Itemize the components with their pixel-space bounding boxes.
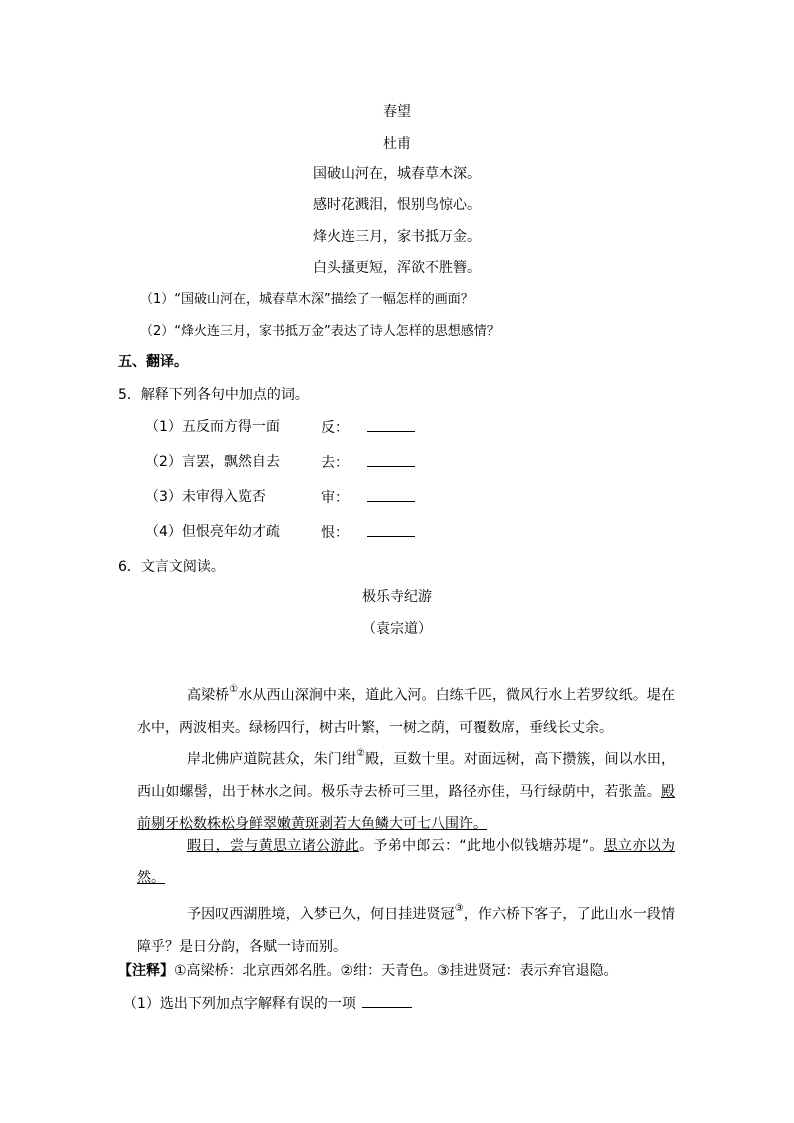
vocab-item-3 — [145, 487, 266, 507]
vocab-answer-4 — [321, 522, 415, 543]
question-6-title: 6．文言文阅读。 — [118, 559, 225, 575]
p4-text-a: 予因叹西湖胜境，入梦已久，何日挂进贤冠 — [187, 906, 455, 923]
vocab-sentence: （4）但恨亮年幼才疏 — [145, 524, 280, 540]
poem-line-2: 感时花溅泪，恨别鸟惊心。 — [313, 197, 481, 213]
answer-blank[interactable] — [367, 452, 415, 467]
essay-paragraph-4 — [137, 895, 675, 963]
vocab-word: 反： — [321, 420, 349, 436]
vocab-item-4 — [145, 522, 280, 542]
vocab-word: 审： — [321, 490, 349, 506]
poem-question-1: （1）“国破山河在，城春草木深”描绘了一幅怎样的画面？ — [140, 292, 474, 307]
essay-paragraph-2 — [137, 740, 675, 840]
answer-blank[interactable] — [367, 417, 415, 432]
sub-question-1 — [123, 993, 412, 1014]
vocab-item-1 — [145, 417, 280, 437]
vocab-item-2 — [145, 452, 280, 472]
footnote-mark: ③ — [454, 903, 464, 914]
notes-text: ①高梁桥：北京西郊名胜。②绀：天青色。③挂进贤冠：表示弃官退隐。 — [174, 963, 618, 979]
essay-paragraph-3 — [137, 830, 675, 894]
vocab-sentence: （3）未审得入览否 — [145, 489, 266, 505]
essay-title: 极乐寺纪游 — [362, 589, 432, 605]
question-5-title: 5．解释下列各句中加点的词。 — [118, 387, 309, 403]
vocab-answer-1 — [321, 417, 415, 438]
notes-label: 【注释】 — [118, 963, 174, 979]
section-heading: 五、翻译。 — [118, 354, 188, 370]
vocab-sentence: （2）言罢，飘然自去 — [145, 454, 280, 470]
p4-text-b: ，作六桥下客子，了此山水一段情障乎？是日分韵，各赋一诗而别。 — [137, 906, 676, 955]
underlined-phrase-2: 思立亦以为然。 — [137, 838, 676, 886]
footnote-mark: ① — [229, 684, 239, 695]
p3-text: 。予弟中郎云：“此地小似钱塘苏堤”。 — [359, 838, 604, 854]
vocab-answer-2 — [321, 452, 415, 473]
p1-text-a: 高梁桥 — [187, 687, 230, 704]
poem-author: 杜甫 — [383, 136, 411, 152]
underlined-sentence: 殿前剔牙松数株松身鲜翠嫩黄斑剥若大鱼鳞大可七八围许。 — [137, 783, 675, 832]
poem-line-1: 国破山河在，城春草木深。 — [313, 166, 481, 182]
footnote-mark: ② — [356, 748, 366, 759]
p2-text-a: 岸北佛庐道院甚众，朱门绀 — [187, 751, 357, 768]
poem-line-3: 烽火连三月，家书抵万金。 — [313, 229, 481, 245]
poem-title: 春望 — [383, 104, 411, 120]
answer-blank[interactable] — [367, 487, 415, 502]
p2-text-b: 殿，亘数十里。对面远树，高下攒簇，间以水田，西山如螺髻，出于林水之间。极乐寺去桥可三里，路径亦佳，马行绿荫中，若张盖。 — [137, 751, 676, 800]
vocab-word: 恨： — [321, 525, 349, 541]
poem-line-4: 白头搔更短，浑欲不胜簪。 — [313, 260, 481, 276]
answer-blank[interactable] — [362, 993, 412, 1008]
sub-question-text: （1）选出下列加点字解释有误的一项 — [123, 996, 356, 1012]
answer-blank[interactable] — [367, 522, 415, 537]
essay-notes — [118, 961, 618, 981]
vocab-answer-3 — [321, 487, 415, 508]
essay-author: （袁宗道） — [362, 621, 432, 637]
essay-paragraph-1 — [137, 676, 675, 744]
vocab-sentence: （1）五反而方得一面 — [145, 419, 280, 435]
vocab-word: 去： — [321, 455, 349, 471]
poem-question-2: （2）“烽火连三月，家书抵万金”表达了诗人怎样的思想感情？ — [140, 324, 500, 339]
p1-text-b: 水从西山深涧中来，道此入河。白练千匹，微风行水上若罗纹纸。堤在水中，两波相夹。绿杨四行，树古叶繁，一树之荫，可覆数席，垂线长丈余。 — [137, 687, 676, 736]
underlined-phrase-1: 暇日，尝与黄思立诸公游此 — [187, 838, 360, 854]
